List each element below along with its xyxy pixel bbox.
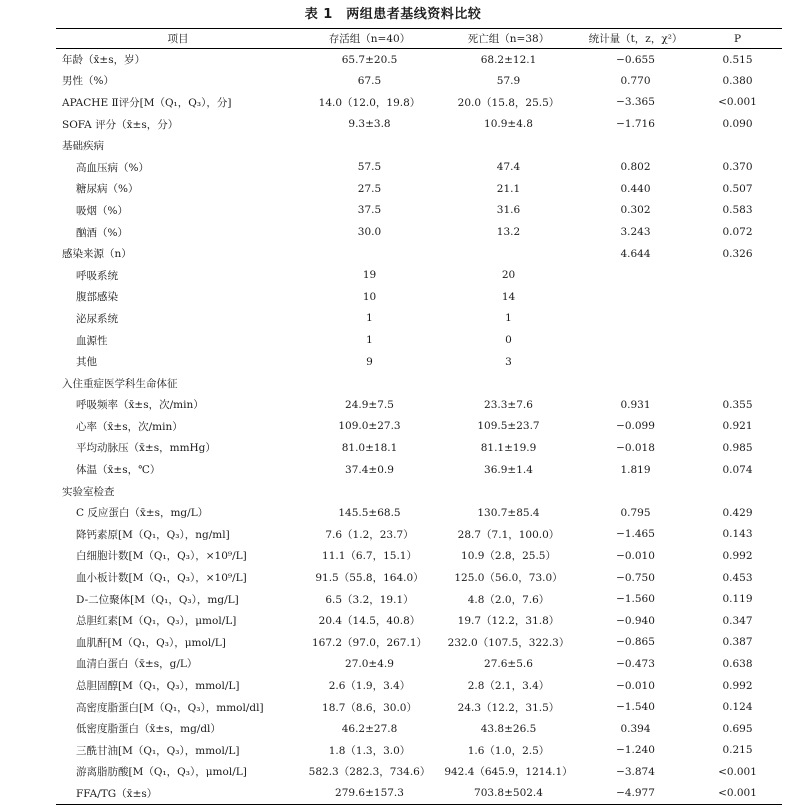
survival-value: 145.5±68.5: [338, 506, 401, 519]
p-value: 0.090: [722, 118, 753, 131]
survival-value: 1: [366, 312, 373, 325]
survival-value: 10: [362, 290, 377, 303]
table-row: [56, 545, 782, 567]
table-row: [56, 675, 782, 697]
death-value: [439, 135, 578, 157]
row-label: 三酰甘油[M（Q₁，Q₃），mmol/L]: [76, 744, 240, 757]
row-label: 年龄（x̄±s，岁）: [62, 54, 146, 67]
survival-value: 9: [366, 355, 373, 368]
row-label: 实验室检查: [62, 485, 115, 498]
table-row: [56, 437, 782, 459]
survival-value: 46.2±27.8: [341, 722, 398, 735]
row-label: 游离脂肪酸[M（Q₁，Q₃），μmol/L]: [76, 766, 247, 779]
row-label: 低密度脂蛋白（x̄±s，mg/dl）: [76, 723, 221, 736]
row-label: 总胆固醇[M（Q₁，Q₃），mmol/L]: [76, 680, 240, 693]
table-row: [56, 524, 782, 546]
statistic-value: −0.018: [616, 441, 655, 454]
table-body: [56, 49, 782, 805]
death-value: 47.4: [496, 161, 521, 174]
statistic-value: −1.560: [616, 593, 655, 606]
statistic-value: [578, 264, 693, 286]
statistic-value: [578, 308, 693, 330]
death-value: 0: [505, 334, 512, 347]
statistic-value: 0.802: [620, 161, 651, 174]
p-value: 0.215: [722, 744, 753, 757]
header-statistic: 统计量（t，z，χ²）: [588, 33, 683, 45]
header-survival-group: 存活组（n=40）: [328, 33, 411, 45]
table-row: [56, 480, 782, 502]
table-row: [56, 156, 782, 178]
death-value: 19.7（12.2，31.8）: [457, 615, 560, 628]
table-row: [56, 416, 782, 438]
statistic-value: −1.240: [616, 744, 655, 757]
survival-value: [300, 243, 439, 265]
table-row: [56, 394, 782, 416]
survival-value: 14.0（12.0，19.8）: [318, 96, 421, 109]
p-value: 0.347: [722, 614, 753, 627]
p-value: 0.072: [722, 226, 753, 239]
death-value: 3: [505, 355, 512, 368]
p-value: 0.985: [722, 441, 753, 454]
death-value: 232.0（107.5，322.3）: [447, 636, 570, 649]
survival-value: 1: [366, 334, 373, 347]
statistic-value: 0.770: [620, 74, 651, 87]
death-value: [439, 243, 578, 265]
statistic-value: −0.099: [616, 420, 655, 433]
table-caption: 表 1 两组患者基线资料比较: [304, 7, 482, 22]
p-value: [693, 480, 782, 502]
row-label: D-二位聚体[M（Q₁，Q₃），mg/L]: [76, 593, 239, 606]
p-value: [693, 264, 782, 286]
row-label: 血源性: [76, 334, 108, 347]
statistic-value: −1.716: [616, 118, 655, 131]
row-label: APACHE Ⅱ评分[M（Q₁，Q₃），分]: [62, 96, 232, 109]
p-value: 0.921: [722, 420, 753, 433]
p-value: 0.992: [722, 679, 753, 692]
table-row: [56, 113, 782, 135]
death-value: 20.0（15.8，25.5）: [457, 96, 560, 109]
row-label: 体温（x̄±s，℃）: [76, 464, 161, 477]
statistic-value: [578, 480, 693, 502]
survival-value: 30.0: [357, 226, 382, 239]
statistic-value: 0.440: [620, 182, 651, 195]
survival-value: 9.3±3.8: [348, 118, 391, 131]
table-row: [56, 372, 782, 394]
row-label: 降钙素原[M（Q₁，Q₃），ng/ml]: [76, 528, 230, 541]
statistic-value: 0.931: [620, 398, 651, 411]
statistic-value: −3.874: [616, 765, 655, 778]
statistic-value: [578, 329, 693, 351]
survival-value: [300, 135, 439, 157]
table-row: [56, 502, 782, 524]
baseline-comparison-table: [56, 28, 782, 805]
table-row: [56, 329, 782, 351]
p-value: 0.355: [722, 398, 753, 411]
statistic-value: 0.795: [620, 506, 651, 519]
survival-value: 2.6（1.9，3.4）: [328, 680, 411, 693]
table-row: [56, 351, 782, 373]
death-value: 20: [501, 269, 516, 282]
death-value: 10.9（2.8，25.5）: [461, 550, 556, 563]
death-value: 1.6（1.0，2.5）: [467, 744, 550, 757]
p-value: <0.001: [718, 96, 757, 109]
table-row: [56, 221, 782, 243]
death-value: [439, 480, 578, 502]
p-value: [693, 135, 782, 157]
survival-value: 91.5（55.8，164.0）: [315, 572, 424, 585]
table-header: [56, 29, 782, 49]
statistic-value: −0.473: [616, 657, 655, 670]
statistic-value: [578, 372, 693, 394]
row-label: FFA/TG（x̄±s）: [76, 787, 158, 800]
death-value: 23.3±7.6: [484, 398, 533, 411]
row-label: 总胆红素[M（Q₁，Q₃），μmol/L]: [76, 615, 237, 628]
statistic-value: −3.365: [616, 96, 655, 109]
row-label: 泌尿系统: [76, 312, 118, 325]
survival-value: 7.6（1.2，23.7）: [325, 528, 414, 541]
statistic-value: [578, 351, 693, 373]
p-value: 0.429: [722, 506, 753, 519]
table-row: [56, 264, 782, 286]
statistic-value: 4.644: [620, 247, 651, 260]
row-label: 心率（x̄±s，次/min）: [76, 420, 183, 433]
header-death-group: 死亡组（n=38）: [467, 33, 550, 45]
row-label: SOFA 评分（x̄±s，分）: [62, 118, 179, 131]
death-value: 1: [505, 312, 512, 325]
table-row: [56, 135, 782, 157]
survival-value: 18.7（8.6，30.0）: [322, 701, 417, 714]
row-label: 血肌酐[M（Q₁，Q₃），μmol/L]: [76, 636, 226, 649]
p-value: [693, 286, 782, 308]
table-row: [56, 200, 782, 222]
row-label: 平均动脉压（x̄±s，mmHg）: [76, 442, 216, 455]
p-value: 0.507: [722, 182, 753, 195]
row-label: 基础疾病: [62, 140, 104, 153]
survival-value: 1.8（1.3，3.0）: [328, 744, 411, 757]
p-value: <0.001: [718, 765, 757, 778]
p-value: [693, 372, 782, 394]
death-value: 10.9±4.8: [484, 118, 533, 131]
death-value: 21.1: [496, 182, 521, 195]
statistic-value: −0.940: [616, 614, 655, 627]
survival-value: 65.7±20.5: [341, 53, 398, 66]
death-value: 13.2: [496, 226, 521, 239]
row-label: 血清白蛋白（x̄±s，g/L）: [76, 658, 198, 671]
survival-value: 582.3（282.3，734.6）: [308, 766, 431, 779]
table-row: [56, 286, 782, 308]
death-value: 68.2±12.1: [480, 53, 537, 66]
table-row: [56, 740, 782, 762]
statistic-value: −0.750: [616, 571, 655, 584]
row-label: 其他: [76, 356, 97, 369]
statistic-value: 0.394: [620, 722, 651, 735]
row-label: 男性（%）: [62, 75, 114, 88]
statistic-value: −0.655: [616, 53, 655, 66]
survival-value: [300, 480, 439, 502]
row-label: 呼吸系统: [76, 269, 118, 282]
row-label: 糖尿病（%）: [76, 183, 139, 196]
survival-value: 27.5: [357, 182, 382, 195]
death-value: 2.8（2.1，3.4）: [467, 680, 550, 693]
p-value: 0.387: [722, 636, 753, 649]
p-value: [693, 308, 782, 330]
table-row: [56, 308, 782, 330]
row-label: C 反应蛋白（x̄±s，mg/L）: [76, 507, 209, 520]
survival-value: 24.9±7.5: [345, 398, 394, 411]
statistic-value: −4.977: [616, 787, 655, 800]
death-value: 27.6±5.6: [484, 657, 533, 670]
row-label: 酗酒（%）: [76, 226, 128, 239]
table-row: [56, 567, 782, 589]
table-row: [56, 92, 782, 114]
survival-value: 81.0±18.1: [341, 441, 398, 454]
row-label: 血小板计数[M（Q₁，Q₃），×10⁹/L]: [76, 572, 247, 585]
p-value: 0.370: [722, 161, 753, 174]
survival-value: 109.0±27.3: [338, 420, 401, 433]
death-value: 43.8±26.5: [480, 722, 537, 735]
death-value: 4.8（2.0，7.6）: [467, 593, 550, 606]
row-label: 吸烟（%）: [76, 204, 128, 217]
header-row: [56, 29, 782, 49]
survival-value: 67.5: [357, 74, 382, 87]
p-value: 0.583: [722, 204, 753, 217]
table-row: [56, 70, 782, 92]
statistic-value: 3.243: [620, 226, 651, 239]
statistic-value: 0.302: [620, 204, 651, 217]
row-label: 高血压病（%）: [76, 161, 149, 174]
statistic-value: −0.010: [616, 679, 655, 692]
death-value: [439, 372, 578, 394]
p-value: 0.638: [722, 657, 753, 670]
death-value: 703.8±502.4: [474, 787, 543, 800]
survival-value: 6.5（3.2，19.1）: [325, 593, 414, 606]
survival-value: 167.2（97.0，267.1）: [312, 636, 427, 649]
row-label: 白细胞计数[M（Q₁，Q₃），×10⁹/L]: [76, 550, 247, 563]
p-value: [693, 351, 782, 373]
header-item: 项目: [167, 33, 189, 45]
death-value: 31.6: [496, 204, 521, 217]
survival-value: 19: [362, 269, 377, 282]
statistic-value: 1.819: [620, 463, 651, 476]
statistic-value: [578, 135, 693, 157]
death-value: 14: [501, 290, 516, 303]
row-label: 入住重症医学科生命体征: [62, 377, 178, 390]
death-value: 130.7±85.4: [477, 506, 540, 519]
p-value: 0.124: [722, 701, 753, 714]
survival-value: 37.4±0.9: [345, 463, 394, 476]
statistic-value: −0.010: [616, 549, 655, 562]
table-row: [56, 632, 782, 654]
row-label: 腹部感染: [76, 291, 118, 304]
row-label: 呼吸频率（x̄±s，次/min）: [76, 399, 204, 412]
p-value: 0.992: [722, 549, 753, 562]
death-value: 24.3（12.2，31.5）: [457, 701, 560, 714]
table-row: [56, 178, 782, 200]
p-value: 0.326: [722, 247, 753, 260]
p-value: 0.515: [722, 53, 753, 66]
statistic-value: −1.465: [616, 528, 655, 541]
row-label: 感染来源（n）: [62, 248, 132, 261]
table-row: [56, 653, 782, 675]
table-row: [56, 459, 782, 481]
death-value: 81.1±19.9: [480, 441, 537, 454]
p-value: 0.119: [722, 593, 753, 606]
p-value: <0.001: [718, 787, 757, 800]
survival-value: [300, 372, 439, 394]
statistic-value: −1.540: [616, 701, 655, 714]
death-value: 109.5±23.7: [477, 420, 540, 433]
p-value: 0.074: [722, 463, 753, 476]
death-value: 125.0（56.0，73.0）: [454, 572, 563, 585]
survival-value: 11.1（6.7，15.1）: [322, 550, 417, 563]
survival-value: 27.0±4.9: [345, 657, 394, 670]
p-value: 0.380: [722, 74, 753, 87]
table-row: [56, 588, 782, 610]
row-label: 高密度脂蛋白[M（Q₁，Q₃），mmol/dl]: [76, 701, 264, 714]
table-row: [56, 783, 782, 805]
survival-value: 279.6±157.3: [335, 787, 404, 800]
p-value: 0.695: [722, 722, 753, 735]
statistic-value: [578, 286, 693, 308]
survival-value: 20.4（14.5，40.8）: [318, 615, 421, 628]
table-row: [56, 610, 782, 632]
table-row: [56, 718, 782, 740]
p-value: 0.143: [722, 528, 753, 541]
statistic-value: −0.865: [616, 636, 655, 649]
table-row: [56, 49, 782, 71]
death-value: 28.7（7.1，100.0）: [457, 528, 560, 541]
death-value: 942.4（645.9，1214.1）: [444, 766, 573, 779]
survival-value: 57.5: [357, 161, 382, 174]
table-row: [56, 761, 782, 783]
death-value: 36.9±1.4: [484, 463, 533, 476]
table-row: [56, 243, 782, 265]
table-row: [56, 696, 782, 718]
survival-value: 37.5: [357, 204, 382, 217]
p-value: 0.453: [722, 571, 753, 584]
death-value: 57.9: [496, 74, 521, 87]
header-p-value: P: [733, 32, 742, 45]
p-value: [693, 329, 782, 351]
